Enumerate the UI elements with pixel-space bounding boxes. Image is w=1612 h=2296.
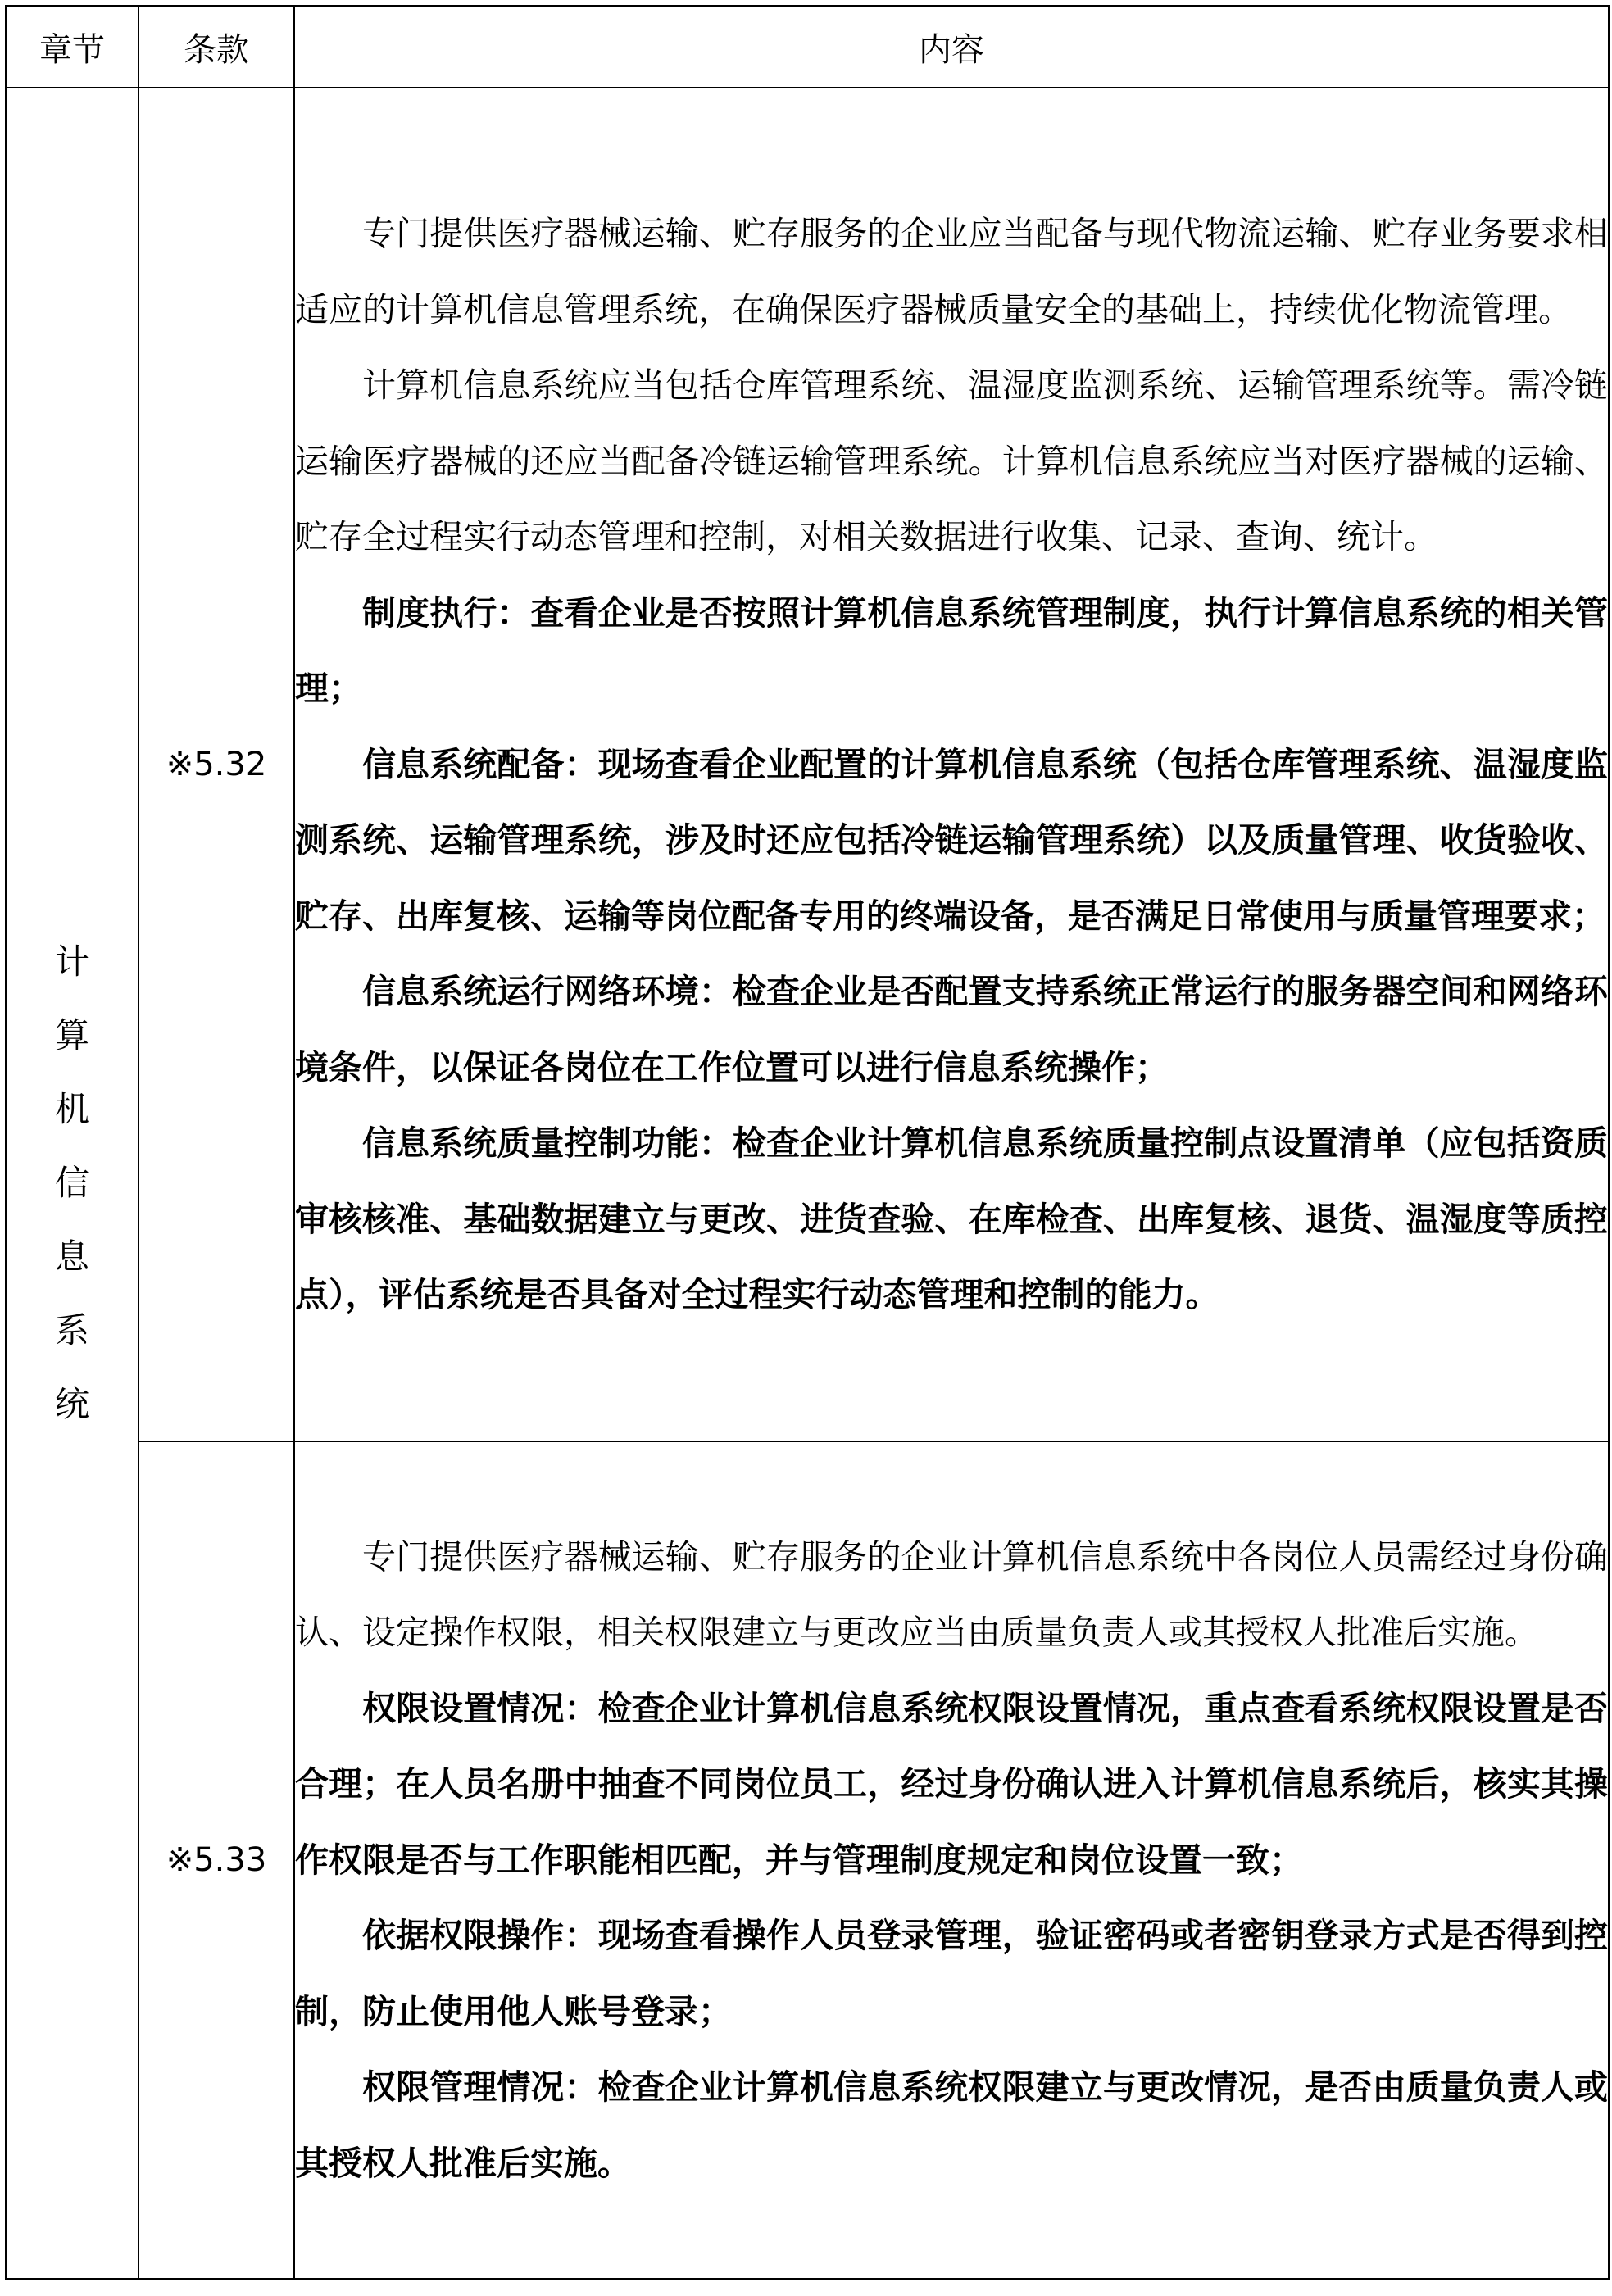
regulation-table [5, 5, 1610, 2280]
table-row [6, 88, 1609, 1441]
check-item: 信息系统运行网络环境：检查企业是否配置支持系统正常运行的服务器空间和网络环境条件，以保证各岗位在工作位置可以进行信息系统操作； [295, 972, 1608, 1087]
chapter-cell [6, 88, 138, 2279]
chapter-char: 统 [54, 1384, 89, 1424]
content-paragraph: 计算机信息系统应当包括仓库管理系统、温湿度监测系统、运输管理系统等。需冷链运输医疗器械的还应当配备冷链运输管理系统。计算机信息系统应当对医疗器械的运输、贮存全过程实行动态管理和控制，对相关数据进行收集、记录、查询、统计。 [295, 365, 1608, 557]
content-cell [294, 88, 1609, 1441]
check-item: 权限设置情况：检查企业计算机信息系统权限设置情况，重点查看系统权限设置是否合理；在人员名册中抽查不同岗位员工，经过身份确认进入计算机信息系统后，核实其操作权限是否与工作职能相匹配，并与管理制度规定和岗位设置一致； [295, 1688, 1608, 1880]
chapter-char: 息 [54, 1236, 89, 1277]
chapter-char: 信 [54, 1163, 89, 1203]
table-row [6, 1441, 1609, 2279]
header-content: 内容 [294, 6, 1609, 88]
check-item: 权限管理情况：检查企业计算机信息系统权限建立与更改情况，是否由质量负责人或其授权人批准后实施。 [295, 2067, 1608, 2183]
content-paragraph: 专门提供医疗器械运输、贮存服务的企业计算机信息系统中各岗位人员需经过身份确认、设定操作权限，相关权限建立与更改应当由质量负责人或其授权人批准后实施。 [295, 1536, 1608, 1653]
clause-cell: ※5.32 [138, 88, 294, 1441]
content-cell [294, 1441, 1609, 2279]
content-paragraph: 专门提供医疗器械运输、贮存服务的企业应当配备与现代物流运输、贮存业务要求相适应的计算机信息管理系统，在确保医疗器械质量安全的基础上，持续优化物流管理。 [295, 214, 1608, 329]
chapter-char: 机 [54, 1089, 89, 1129]
header-row [6, 6, 1609, 88]
header-clause: 条款 [138, 6, 294, 88]
clause-cell: ※5.33 [138, 1441, 294, 2279]
check-item: 制度执行：查看企业是否按照计算机信息系统管理制度，执行计算信息系统的相关管理； [295, 592, 1608, 709]
header-chapter: 章节 [6, 6, 138, 88]
chapter-char: 算 [54, 1015, 89, 1055]
check-item: 信息系统质量控制功能：检查企业计算机信息系统质量控制点设置清单（应包括资质审核核准、基础数据建立与更改、进货查验、在库检查、出库复核、退货、温湿度等质控点），评估系统是否具备对全过程实行动态管理和控制的能力。 [295, 1123, 1608, 1315]
check-item: 信息系统配备：现场查看企业配置的计算机信息系统（包括仓库管理系统、温湿度监测系统、运输管理系统，涉及时还应包括冷链运输管理系统）以及质量管理、收货验收、贮存、出库复核、运输等岗位配备专用的终端设备，是否满足日常使用与质量管理要求； [295, 744, 1608, 936]
check-item: 依据权限操作：现场查看操作人员登录管理，验证密码或者密钥登录方式是否得到控制，防止使用他人账号登录； [295, 1916, 1608, 2031]
chapter-char: 计 [54, 942, 89, 982]
chapter-char: 系 [54, 1310, 89, 1350]
